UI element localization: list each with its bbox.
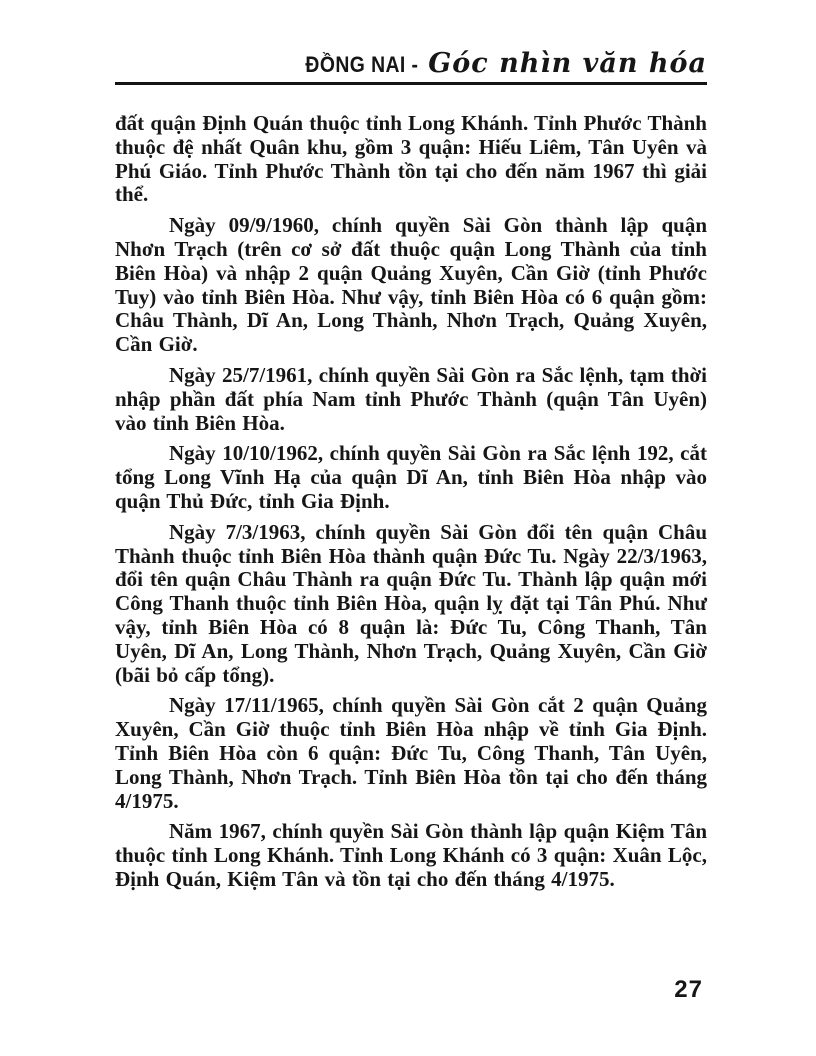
- page-body-text: [115, 112, 707, 899]
- page-number: 27: [674, 976, 703, 1003]
- paragraph-1961: Ngày 25/7/1961, chính quyền Sài Gòn ra Sắc lệnh, tạm thời nhập phần đất phía Nam tỉnh Phước Thành (quận Tân Uyên) vào tỉnh Biên Hòa.: [115, 362, 707, 435]
- paragraph-continuation: đất quận Định Quán thuộc tỉnh Long Khánh. Tỉnh Phước Thành thuộc đệ nhất Quân khu, gồm 3 quận: Hiếu Liêm, Tân Uyên và Phú Giáo. Tỉnh Phước Thành tồn tại cho đến năm 1967 thì giải thể.: [115, 111, 707, 207]
- book-subtitle: Góc nhìn văn hóa: [428, 48, 707, 79]
- book-series-title: ĐỒNG NAI -: [305, 52, 419, 77]
- paragraph-1963: Ngày 7/3/1963, chính quyền Sài Gòn đổi tên quận Châu Thành thuộc tỉnh Biên Hòa thành quận Đức Tu. Ngày 22/3/1963, đổi tên quận Châu Thành ra quận Đức Tu. Thành lập quận mới Công Thanh thuộc tỉnh Biên Hòa, quận lỵ đặt tại Tân Phú. Như vậy, tỉnh Biên Hòa có 8 quận là: Đức Tu, Công Thanh, Tân Uyên, Dĩ An, Long Thành, Nhơn Trạch, Quảng Xuyên, Cần Giờ (bãi bỏ cấp tổng).: [115, 519, 707, 687]
- paragraph-1965: Ngày 17/11/1965, chính quyền Sài Gòn cắt 2 quận Quảng Xuyên, Cần Giờ thuộc tỉnh Biên Hòa nhập về tỉnh Gia Định. Tỉnh Biên Hòa còn 6 quận: Đức Tu, Công Thanh, Tân Uyên, Long Thành, Nhơn Trạch. Tỉnh Biên Hòa tồn tại cho đến tháng 4/1975.: [115, 693, 707, 813]
- paragraph-1960: Ngày 09/9/1960, chính quyền Sài Gòn thành lập quận Nhơn Trạch (trên cơ sở đất thuộc quận Long Thành của tỉnh Biên Hòa) và nhập 2 quận Quảng Xuyên, Cần Giờ (tỉnh Phước Tuy) vào tỉnh Biên Hòa. Như vậy, tỉnh Biên Hòa có 6 quận gồm: Châu Thành, Dĩ An, Long Thành, Nhơn Trạch, Quảng Xuyên, Cần Giờ.: [115, 213, 707, 357]
- running-header: [115, 48, 707, 85]
- paragraph-1967: Năm 1967, chính quyền Sài Gòn thành lập quận Kiệm Tân thuộc tỉnh Long Khánh. Tỉnh Long Khánh có 3 quận: Xuân Lộc, Định Quán, Kiệm Tân và tồn tại cho đến tháng 4/1975.: [115, 819, 707, 891]
- paragraph-1962: Ngày 10/10/1962, chính quyền Sài Gòn ra Sắc lệnh 192, cắt tổng Long Vĩnh Hạ của quận Dĩ An, tỉnh Biên Hòa nhập vào quận Thủ Đức, tỉnh Gia Định.: [115, 441, 707, 513]
